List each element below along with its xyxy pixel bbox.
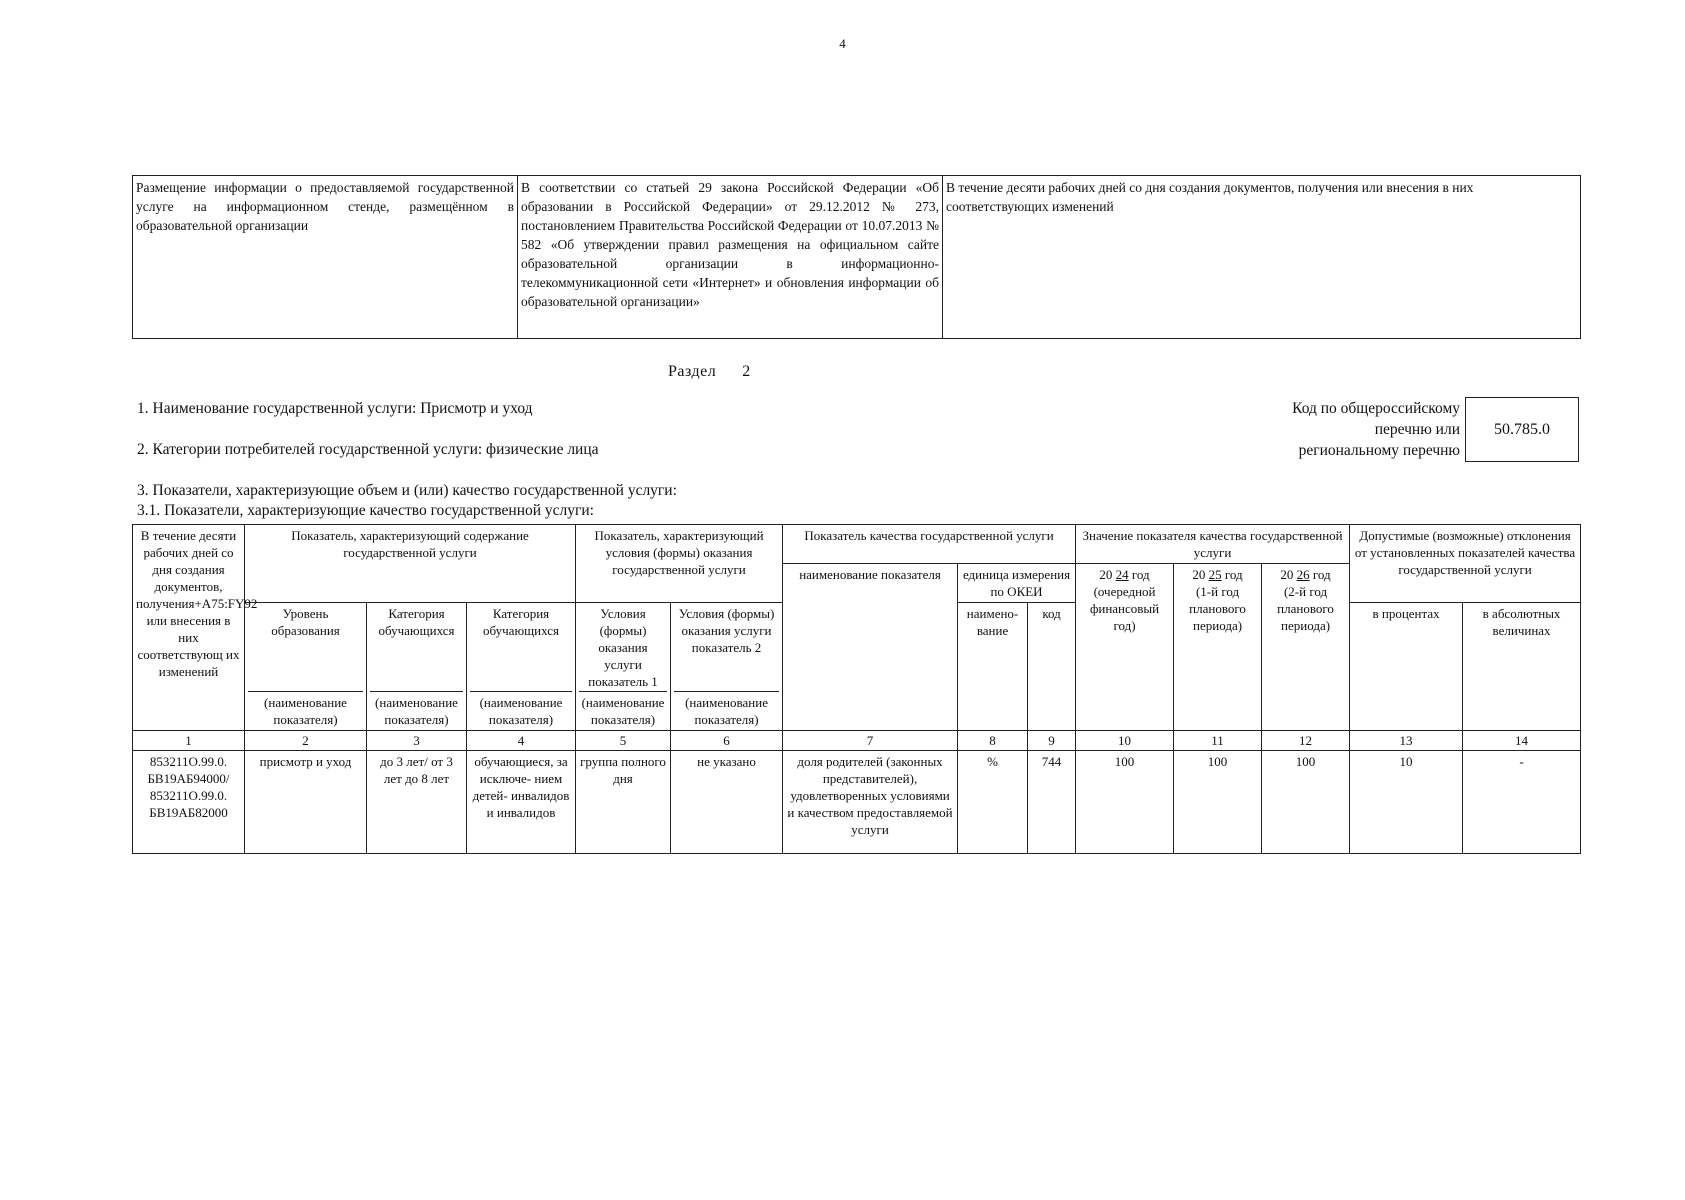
header-content-indicator: Показатель, характеризующий содержание государственной услуги	[245, 525, 576, 603]
indicators-heading: 3. Показатели, характеризующие объем и (или) качество государственной услуги:	[137, 482, 677, 499]
column-number: 3	[367, 731, 467, 751]
row-registry-code: 853211О.99.0. БВ19АБ94000/ 853211О.99.0. БВ19АБ82000	[133, 751, 245, 854]
column-number: 9	[1028, 731, 1076, 751]
row-deviation-absolute: -	[1463, 751, 1581, 854]
header-unit: единица измерения по ОКЕИ	[958, 564, 1076, 603]
row-value-2025: 100	[1174, 751, 1262, 854]
column-number: 2	[245, 731, 367, 751]
column-number: 4	[467, 731, 576, 751]
registry-code-label: Код по общероссийскому перечню или региональному перечню	[1292, 400, 1460, 459]
consumer-categories: 2. Категории потребителей государственной услуги: физические лица	[137, 441, 599, 458]
column-numbers-row	[133, 731, 1581, 751]
registry-code-value: 50.785.0	[1465, 397, 1579, 462]
header-deviation: Допустимые (возможные) отклонения от установленных показателей качества государственной услуги	[1350, 525, 1581, 603]
service-name: 1. Наименование государственной услуги: Присмотр и уход	[137, 400, 533, 417]
table-row	[133, 751, 1581, 854]
header-deviation-absolute: в абсолютных величинах	[1463, 603, 1581, 731]
header-year-3: 20 26 год (2-й год планового периода)	[1262, 564, 1350, 731]
header-col1: В течение десяти рабочих дней со дня создания документов, получения+A75:FY92 или внесения в них соответствующ их изменений	[133, 525, 245, 731]
header-level: Уровень образования (наименование показателя)	[245, 603, 367, 731]
column-number: 14	[1463, 731, 1581, 751]
column-number: 6	[671, 731, 783, 751]
column-number: 13	[1350, 731, 1463, 751]
row-unit: %	[958, 751, 1028, 854]
header-condition-1: Условия (формы) оказания услуги показатель 1 (наименование показателя)	[576, 603, 671, 731]
column-number: 12	[1262, 731, 1350, 751]
row-deviation-percent: 10	[1350, 751, 1463, 854]
header-quality-indicator: Показатель качества государственной услуги	[783, 525, 1076, 564]
header-unit-code: код	[1028, 603, 1076, 731]
header-deviation-percent: в процентах	[1350, 603, 1463, 731]
header-unit-name: наимено- вание	[958, 603, 1028, 731]
column-number: 11	[1174, 731, 1262, 751]
column-number: 10	[1076, 731, 1174, 751]
header-year-1: 20 24 год (очередной финансовый год)	[1076, 564, 1174, 731]
column-number: 5	[576, 731, 671, 751]
header-indicator-name: наименование показателя	[783, 564, 958, 731]
row-value-2024: 100	[1076, 751, 1174, 854]
page-number: 4	[839, 36, 846, 51]
row-value-2026: 100	[1262, 751, 1350, 854]
row-unit-code: 744	[1028, 751, 1076, 854]
row-indicator-name: доля родителей (законных представителей), удовлетворенных условиями и качеством предоставляемой услуги	[783, 751, 958, 854]
column-number: 1	[133, 731, 245, 751]
header-conditions-indicator: Показатель, характеризующий условия (формы) оказания государственной услуги	[576, 525, 783, 603]
section-title: Раздел 2	[668, 363, 751, 380]
row-age: до 3 лет/ от 3 лет до 8 лет	[367, 751, 467, 854]
header-category-1: Категория обучающихся (наименование показателя)	[367, 603, 467, 731]
row-level: присмотр и уход	[245, 751, 367, 854]
info-placement-frequency: В течение десяти рабочих дней со дня создания документов, получения или внесения в них соответствующих изменений	[943, 176, 1581, 339]
column-number: 8	[958, 731, 1028, 751]
info-placement-table	[132, 175, 1581, 339]
column-number: 7	[783, 731, 958, 751]
header-year-2: 20 25 год (1-й год планового периода)	[1174, 564, 1262, 731]
header-quality-value: Значение показателя качества государственной услуги	[1076, 525, 1350, 564]
header-condition-2: Условия (формы) оказания услуги показатель 2 (наименование показателя)	[671, 603, 783, 731]
info-placement-content: В соответствии со статьей 29 закона Российской Федерации «Об образовании в Российской Федерации» от 29.12.2012 № 273, постановлением Правительства Российской Федерации от 10.07.2013 № 582 «Об утверждении правил размещения на официальном сайте образовательной организации в информационно-телекоммуникационной сети «Интернет» и обновления информации об образовательной организации»	[518, 176, 943, 339]
info-placement-method: Размещение информации о предоставляемой государственной услуге на информационном стенде, размещённом в образовательной организации	[133, 176, 518, 339]
header-category-2: Категория обучающихся (наименование показателя)	[467, 603, 576, 731]
row-condition-2: не указано	[671, 751, 783, 854]
row-category: обучающиеся, за исключе- нием детей- инвалидов и инвалидов	[467, 751, 576, 854]
quality-heading: 3.1. Показатели, характеризующие качество государственной услуги:	[137, 502, 594, 519]
row-form: группа полного дня	[576, 751, 671, 854]
quality-indicators-table	[132, 524, 1581, 854]
